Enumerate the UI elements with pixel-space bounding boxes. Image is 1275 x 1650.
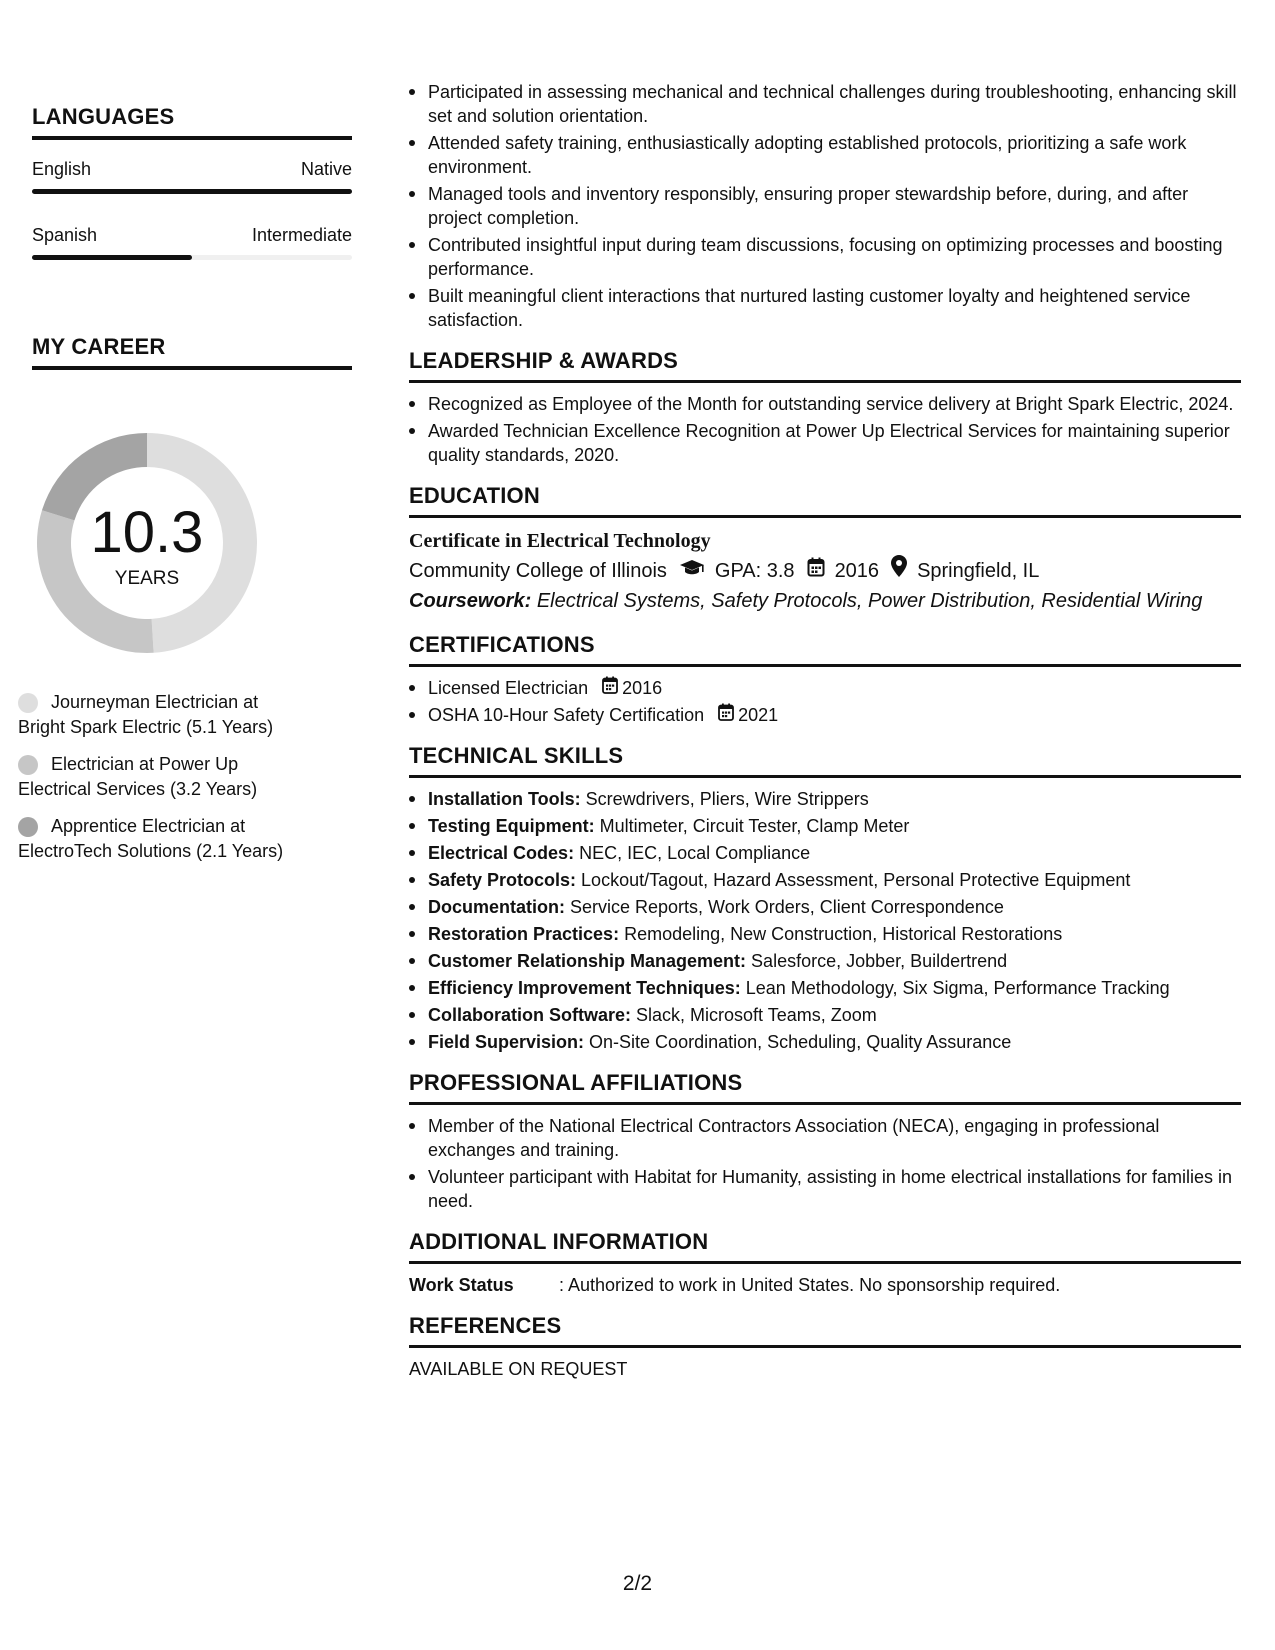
language-name: English bbox=[32, 159, 92, 179]
list-item bbox=[409, 868, 1241, 892]
certification-year: 2016 bbox=[622, 678, 663, 698]
certifications-heading: CERTIFICATIONS bbox=[409, 632, 1241, 667]
certification-name: Licensed Electrician bbox=[428, 678, 589, 698]
list-item: Member of the National Electrical Contractors Association (NECA), engaging in professional exchanges and training. bbox=[409, 1114, 1241, 1162]
affiliations-heading: PROFESSIONAL AFFILIATIONS bbox=[409, 1070, 1241, 1105]
language-row-english bbox=[32, 159, 352, 180]
main-content bbox=[409, 80, 1241, 1381]
calendar-icon bbox=[602, 676, 618, 700]
references-heading: REFERENCES bbox=[409, 1313, 1241, 1348]
skill-label: Documentation: bbox=[428, 897, 565, 917]
education-school: Community College of Illinois bbox=[409, 559, 667, 582]
legend-swatch bbox=[18, 693, 38, 713]
skill-label: Collaboration Software: bbox=[428, 1005, 632, 1025]
career-total-years: 10.3 bbox=[90, 500, 204, 565]
language-name: Spanish bbox=[32, 225, 98, 245]
language-bar-english bbox=[32, 189, 352, 194]
references-text: AVAILABLE ON REQUEST bbox=[409, 1359, 628, 1379]
career-heading: MY CAREER bbox=[32, 334, 352, 370]
list-item bbox=[409, 976, 1241, 1000]
list-item bbox=[409, 787, 1241, 811]
skill-label: Customer Relationship Management: bbox=[428, 951, 747, 971]
list-item: Volunteer participant with Habitat for Humanity, assisting in home electrical installations for families in need. bbox=[409, 1165, 1241, 1213]
experience-bullets bbox=[409, 80, 1241, 332]
leadership-list bbox=[409, 392, 1241, 467]
skill-value: Salesforce, Jobber, Buildertrend bbox=[746, 951, 1008, 971]
education-heading: EDUCATION bbox=[409, 483, 1241, 518]
career-legend-label: Journeyman Electrician at Bright Spark Electric (5.1 Years) bbox=[18, 692, 274, 737]
languages-heading: LANGUAGES bbox=[32, 104, 352, 140]
list-item bbox=[409, 703, 1241, 727]
skill-label: Restoration Practices: bbox=[428, 924, 620, 944]
certification-name: OSHA 10-Hour Safety Certification bbox=[428, 705, 705, 725]
skill-label: Safety Protocols: bbox=[428, 870, 577, 890]
skill-label: Efficiency Improvement Techniques: bbox=[428, 978, 741, 998]
additional-info-heading: ADDITIONAL INFORMATION bbox=[409, 1229, 1241, 1264]
skill-value: Screwdrivers, Pliers, Wire Strippers bbox=[580, 789, 869, 809]
education-gpa: GPA: 3.8 bbox=[714, 559, 795, 582]
career-total-unit: YEARS bbox=[114, 568, 180, 589]
skill-value: Lean Methodology, Six Sigma, Performance Tracking bbox=[740, 978, 1170, 998]
certifications-list bbox=[409, 676, 1241, 727]
work-status-label: Work Status bbox=[409, 1275, 514, 1295]
list-item: Managed tools and inventory responsibly, ensuring proper stewardship before, during, and after project completion. bbox=[409, 182, 1241, 230]
list-item: Recognized as Employee of the Month for outstanding service delivery at Bright Spark Electric, 2024. bbox=[409, 392, 1241, 416]
work-status-row bbox=[409, 1273, 1241, 1297]
list-item bbox=[409, 676, 1241, 700]
coursework-value: Electrical Systems, Safety Protocols, Power Distribution, Residential Wiring bbox=[536, 590, 1203, 612]
legend-swatch bbox=[18, 817, 38, 837]
coursework-label: Coursework: bbox=[409, 590, 532, 612]
list-item bbox=[409, 922, 1241, 946]
skills-heading: TECHNICAL SKILLS bbox=[409, 743, 1241, 778]
affiliations-list bbox=[409, 1114, 1241, 1213]
career-legend-item bbox=[18, 752, 298, 802]
education-coursework bbox=[409, 586, 1241, 616]
list-item bbox=[409, 895, 1241, 919]
list-item: Participated in assessing mechanical and technical challenges during troubleshooting, enhancing skill set and solution orientation. bbox=[409, 80, 1241, 128]
list-item bbox=[409, 1003, 1241, 1027]
skill-label: Electrical Codes: bbox=[428, 843, 575, 863]
calendar-icon bbox=[718, 703, 734, 727]
skill-label: Field Supervision: bbox=[428, 1032, 585, 1052]
list-item bbox=[409, 1030, 1241, 1054]
skill-value: On-Site Coordination, Scheduling, Quality Assurance bbox=[584, 1032, 1012, 1052]
language-level: Intermediate bbox=[251, 225, 352, 245]
skill-value: Slack, Microsoft Teams, Zoom bbox=[631, 1005, 877, 1025]
list-item: Built meaningful client interactions that nurtured lasting customer loyalty and heightened service satisfaction. bbox=[409, 284, 1241, 332]
language-bar-fill bbox=[32, 255, 192, 260]
page-number: 2/2 bbox=[622, 1572, 653, 1595]
calendar-icon bbox=[807, 556, 825, 586]
list-item: Contributed insightful input during team discussions, focusing on optimizing processes and boosting performance. bbox=[409, 233, 1241, 281]
list-item bbox=[409, 814, 1241, 838]
career-legend-label: Electrician at Power Up Electrical Services (3.2 Years) bbox=[18, 754, 258, 799]
work-status-value: : Authorized to work in United States. No sponsorship required. bbox=[559, 1275, 1061, 1295]
language-bar-fill bbox=[32, 189, 352, 194]
skill-label: Installation Tools: bbox=[428, 789, 581, 809]
language-level: Native bbox=[300, 159, 352, 179]
skill-value: Remodeling, New Construction, Historical Restorations bbox=[619, 924, 1063, 944]
skill-value: Lockout/Tagout, Hazard Assessment, Personal Protective Equipment bbox=[576, 870, 1131, 890]
language-row-spanish bbox=[32, 225, 352, 246]
list-item bbox=[409, 841, 1241, 865]
skill-value: Multimeter, Circuit Tester, Clamp Meter bbox=[594, 816, 910, 836]
career-legend bbox=[18, 690, 298, 876]
education-year: 2016 bbox=[834, 559, 880, 582]
career-legend-item bbox=[18, 690, 298, 740]
skills-list bbox=[409, 787, 1241, 1054]
education-meta bbox=[409, 555, 1241, 586]
education-degree: Certificate in Electrical Technology bbox=[409, 530, 711, 552]
language-bar-spanish bbox=[32, 255, 352, 260]
skill-value: NEC, IEC, Local Compliance bbox=[574, 843, 811, 863]
location-pin-icon bbox=[891, 555, 907, 586]
certification-year: 2021 bbox=[738, 705, 779, 725]
career-legend-label: Apprentice Electrician at ElectroTech Solutions (2.1 Years) bbox=[18, 816, 284, 861]
graduation-cap-icon bbox=[679, 556, 705, 586]
career-donut-chart bbox=[34, 430, 260, 656]
legend-swatch bbox=[18, 755, 38, 775]
list-item: Awarded Technician Excellence Recognition at Power Up Electrical Services for maintaining superior quality standards, 2020. bbox=[409, 419, 1241, 467]
education-location: Springfield, IL bbox=[917, 559, 1040, 582]
career-legend-item bbox=[18, 814, 298, 864]
skill-value: Service Reports, Work Orders, Client Correspondence bbox=[565, 897, 1004, 917]
list-item bbox=[409, 949, 1241, 973]
skill-label: Testing Equipment: bbox=[428, 816, 595, 836]
leadership-heading: LEADERSHIP & AWARDS bbox=[409, 348, 1241, 383]
list-item: Attended safety training, enthusiastically adopting established protocols, prioritizing a safe work environment. bbox=[409, 131, 1241, 179]
career-donut-center bbox=[34, 430, 260, 656]
